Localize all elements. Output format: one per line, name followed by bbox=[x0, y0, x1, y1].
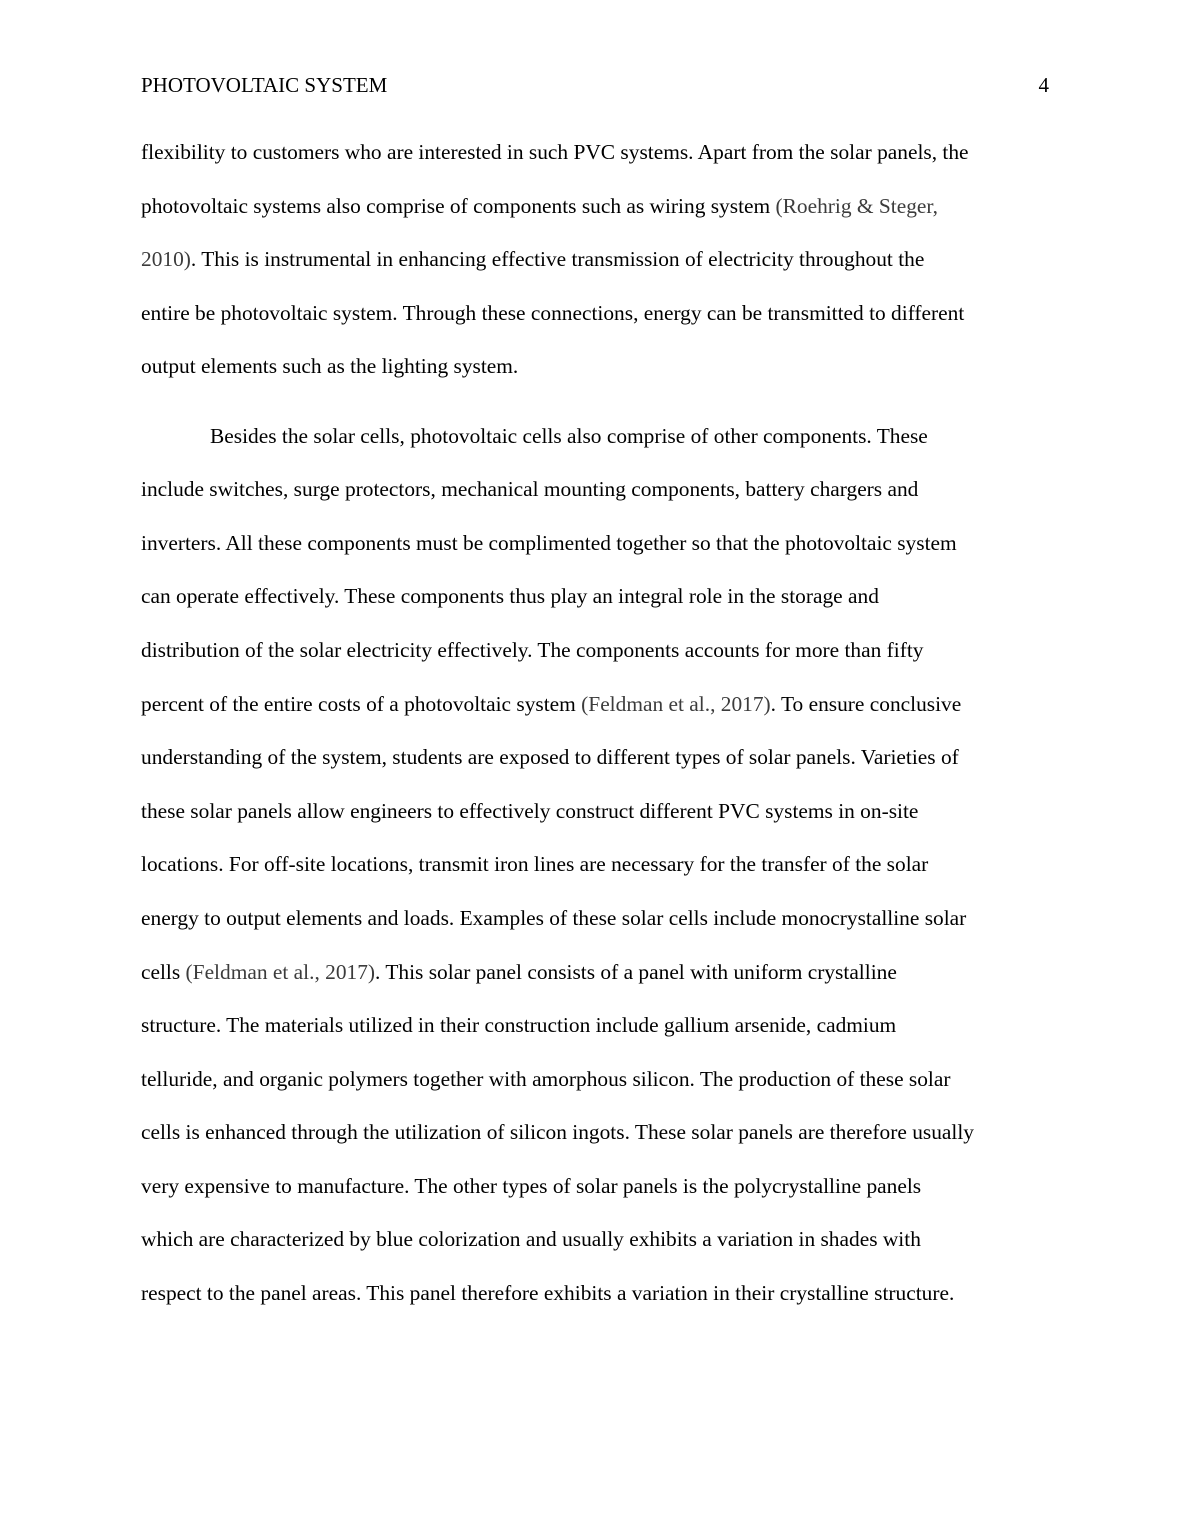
citation: 2010) bbox=[141, 247, 191, 272]
text-line bbox=[141, 233, 1051, 287]
text-line: output elements such as the lighting system. bbox=[141, 354, 519, 379]
text-line: entire be photovoltaic system. Through these connections, energy can be transmitted to different bbox=[141, 300, 965, 325]
text-line: understanding of the system, students are exposed to different types of solar panels. Varieties of bbox=[141, 745, 959, 770]
text-line: telluride, and organic polymers together with amorphous silicon. The production of these solar bbox=[141, 1066, 951, 1091]
body-text bbox=[141, 126, 1051, 1321]
text-line: distribution of the solar electricity effectively. The components accounts for more than fifty bbox=[141, 637, 924, 662]
text-segment: . This solar panel consists of a panel with uniform crystalline bbox=[375, 959, 897, 984]
text-line: very expensive to manufacture. The other types of solar panels is the polycrystalline panels bbox=[141, 1173, 922, 1198]
citation: (Roehrig & Steger, bbox=[775, 193, 939, 218]
text-line: locations. For off-site locations, transmit iron lines are necessary for the transfer of the solar bbox=[141, 852, 929, 877]
page-number: 4 bbox=[1038, 73, 1049, 97]
text-line: cells is enhanced through the utilization of silicon ingots. These solar panels are therefore usually bbox=[141, 1120, 975, 1145]
citation: (Feldman et al., 2017) bbox=[581, 691, 771, 716]
text-segment: photovoltaic systems also comprise of components such as wiring system bbox=[141, 193, 776, 218]
text-segment: percent of the entire costs of a photovoltaic system bbox=[141, 691, 582, 716]
text-segment: . To ensure conclusive bbox=[770, 691, 962, 716]
paragraph-spacer bbox=[141, 394, 1051, 410]
text-line: flexibility to customers who are interested in such PVC systems. Apart from the solar panels, the bbox=[141, 140, 969, 164]
text-segment: . This is instrumental in enhancing effective transmission of electricity throughout the bbox=[190, 247, 925, 272]
text-line bbox=[141, 180, 1051, 234]
text-line: these solar panels allow engineers to effectively construct different PVC systems in on-site bbox=[141, 798, 919, 823]
text-line: structure. The materials utilized in their construction include gallium arsenide, cadmium bbox=[141, 1013, 897, 1038]
citation: (Feldman et al., 2017) bbox=[185, 959, 376, 984]
paragraph-1 bbox=[141, 126, 1051, 394]
text-line: can operate effectively. These components thus play an integral role in the storage and bbox=[141, 584, 879, 609]
text-line: energy to output elements and loads. Examples of these solar cells include monocrystalline solar bbox=[141, 905, 967, 930]
text-line: respect to the panel areas. This panel therefore exhibits a variation in their crystalline structure. bbox=[141, 1281, 955, 1306]
text-line: include switches, surge protectors, mechanical mounting components, battery chargers and bbox=[141, 477, 919, 502]
text-line bbox=[141, 678, 1051, 732]
text-line: which are characterized by blue colorization and usually exhibits a variation in shades with bbox=[141, 1227, 921, 1252]
text-segment: cells bbox=[141, 959, 186, 984]
text-line: Besides the solar cells, photovoltaic cells also comprise of other components. These bbox=[210, 423, 928, 448]
text-line: inverters. All these components must be complimented together so that the photovoltaic system bbox=[141, 530, 957, 555]
text-line bbox=[141, 946, 1051, 1000]
paragraph-2 bbox=[141, 410, 1051, 1321]
page-header bbox=[141, 70, 1049, 100]
running-head: PHOTOVOLTAIC SYSTEM bbox=[141, 73, 388, 97]
